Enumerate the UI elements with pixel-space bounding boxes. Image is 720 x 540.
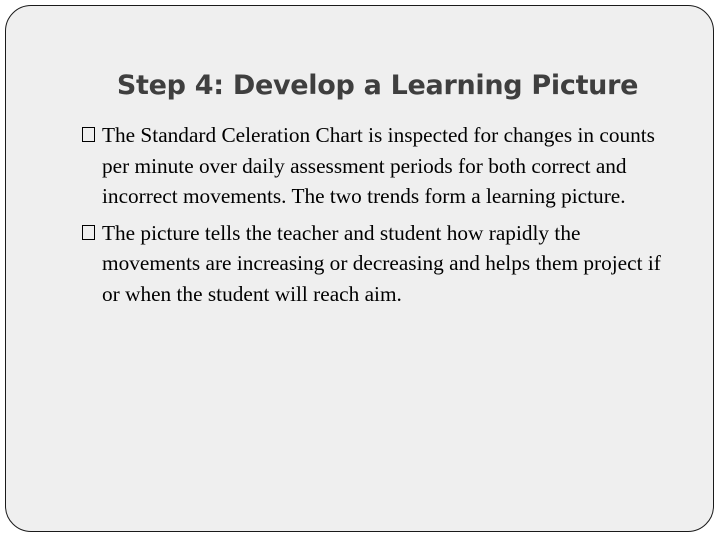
bullet-list (82, 120, 682, 309)
slide-title: Step 4: Develop a Learning Picture (116, 70, 639, 101)
bullet-text: The picture tells the teacher and student how rapidly the movements are increasing or decreasing and helps them project if or when the student will reach aim. (102, 220, 661, 306)
empty-square-bullet-icon (82, 225, 95, 240)
empty-square-bullet-icon (82, 127, 95, 142)
bullet-item (82, 120, 682, 212)
bullet-item (82, 218, 682, 310)
bullet-text: The Standard Celeration Chart is inspected for changes in counts per minute over daily assessment periods for both correct and incorrect movements. The two trends form a learning picture. (102, 123, 655, 208)
